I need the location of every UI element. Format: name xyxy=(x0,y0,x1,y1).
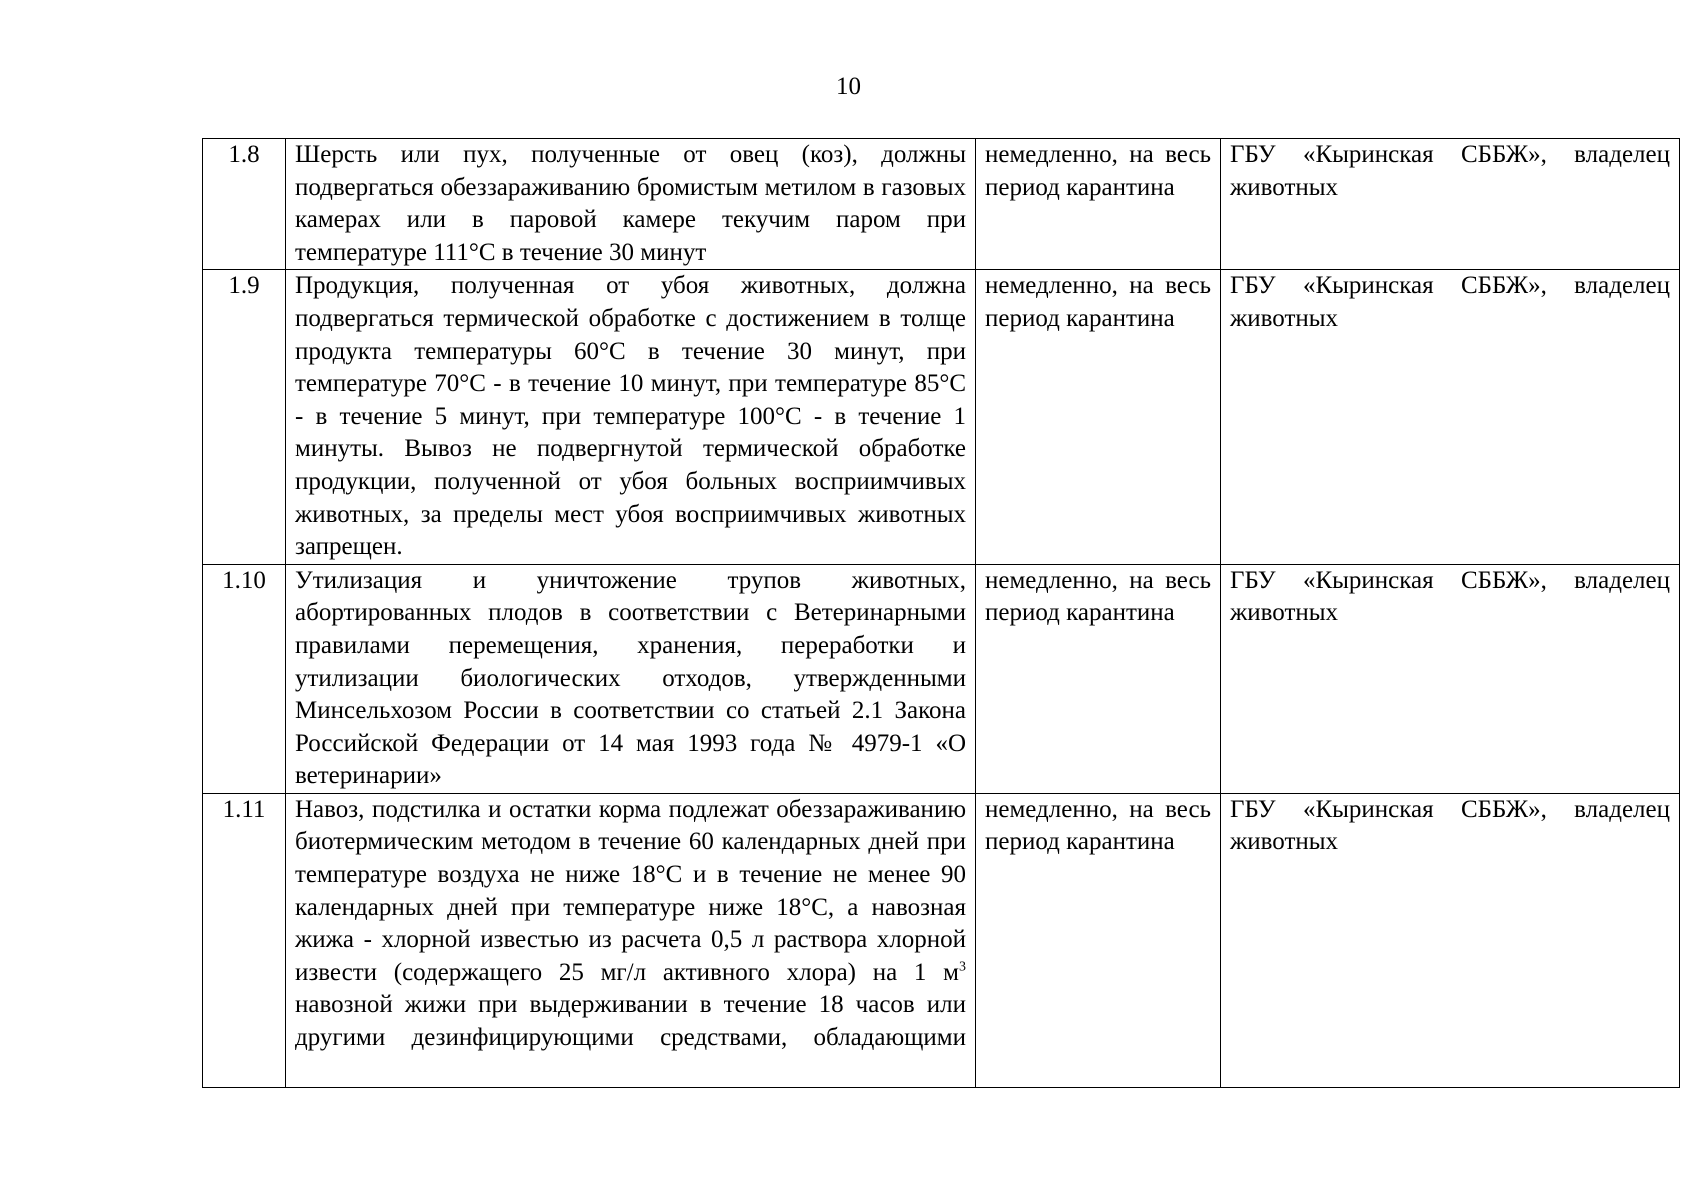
measure-term: немедленно, на весь период карантина xyxy=(976,139,1221,270)
table-row xyxy=(203,139,1680,270)
measure-term: немедленно, на весь период карантина xyxy=(976,793,1221,1087)
measure-description: Утилизация и уничтожение трупов животных, абортированных плодов в соответствии с Ветеринарными правилами перемещения, хранения, переработки и утилизации биологических отходов, утвержденными Минсельхозом России в соответствии со статьей 2.1 Закона Российской Федерации от 14 мая 1993 года № 4979-1 «О ветеринарии» xyxy=(286,564,976,793)
responsible-party: ГБУ «Кыринская СББЖ», владелец животных xyxy=(1221,564,1680,793)
measure-description-part: навозной жижи при выдерживании в течение 18 часов или другими дезинфицирующими средствами, обладающими xyxy=(295,991,966,1052)
measure-description-part: Навоз, подстилка и остатки корма подлежат обеззараживанию биотермическим методом в течение 60 календарных дней при температуре воздуха не ниже 18°С и в течение не менее 90 календарных дней при температуре ниже 18°С, а навозная жижа - хлорной известью из расчета 0,5 л раствора хлорной извести (содержащего 25 мг/л активного хлора) на 1 м xyxy=(295,795,966,986)
cubic-superscript: 3 xyxy=(959,959,966,975)
responsible-party: ГБУ «Кыринская СББЖ», владелец животных xyxy=(1221,139,1680,270)
measure-description: Шерсть или пух, полученные от овец (коз), должны подвергаться обеззараживанию бромистым метилом в газовых камерах или в паровой камере текучим паром при температуре 111°С в течение 30 минут xyxy=(286,139,976,270)
measure-description: Продукция, полученная от убоя животных, должна подвергаться термической обработке с достижением в толще продукта температуры 60°С в течение 30 минут, при температуре 70°С - в течение 10 минут, при температуре 85°С - в течение 5 минут, при температуре 100°С - в течение 1 минуты. Вывоз не подвергнутой термической обработке продукции, полученной от убоя больных восприимчивых животных, за пределы мест убоя восприимчивых животных запрещен. xyxy=(286,270,976,564)
responsible-party: ГБУ «Кыринская СББЖ», владелец животных xyxy=(1221,793,1680,1087)
responsible-party: ГБУ «Кыринская СББЖ», владелец животных xyxy=(1221,270,1680,564)
table-row xyxy=(203,564,1680,793)
table-row xyxy=(203,793,1680,1087)
measure-term: немедленно, на весь период карантина xyxy=(976,564,1221,793)
page-number: 10 xyxy=(836,73,861,100)
item-number: 1.9 xyxy=(203,270,286,564)
measure-description xyxy=(286,793,976,1087)
table-row xyxy=(203,270,1680,564)
item-number: 1.11 xyxy=(203,793,286,1087)
item-number: 1.8 xyxy=(203,139,286,270)
measure-term: немедленно, на весь период карантина xyxy=(976,270,1221,564)
measures-table xyxy=(202,138,1680,1088)
item-number: 1.10 xyxy=(203,564,286,793)
